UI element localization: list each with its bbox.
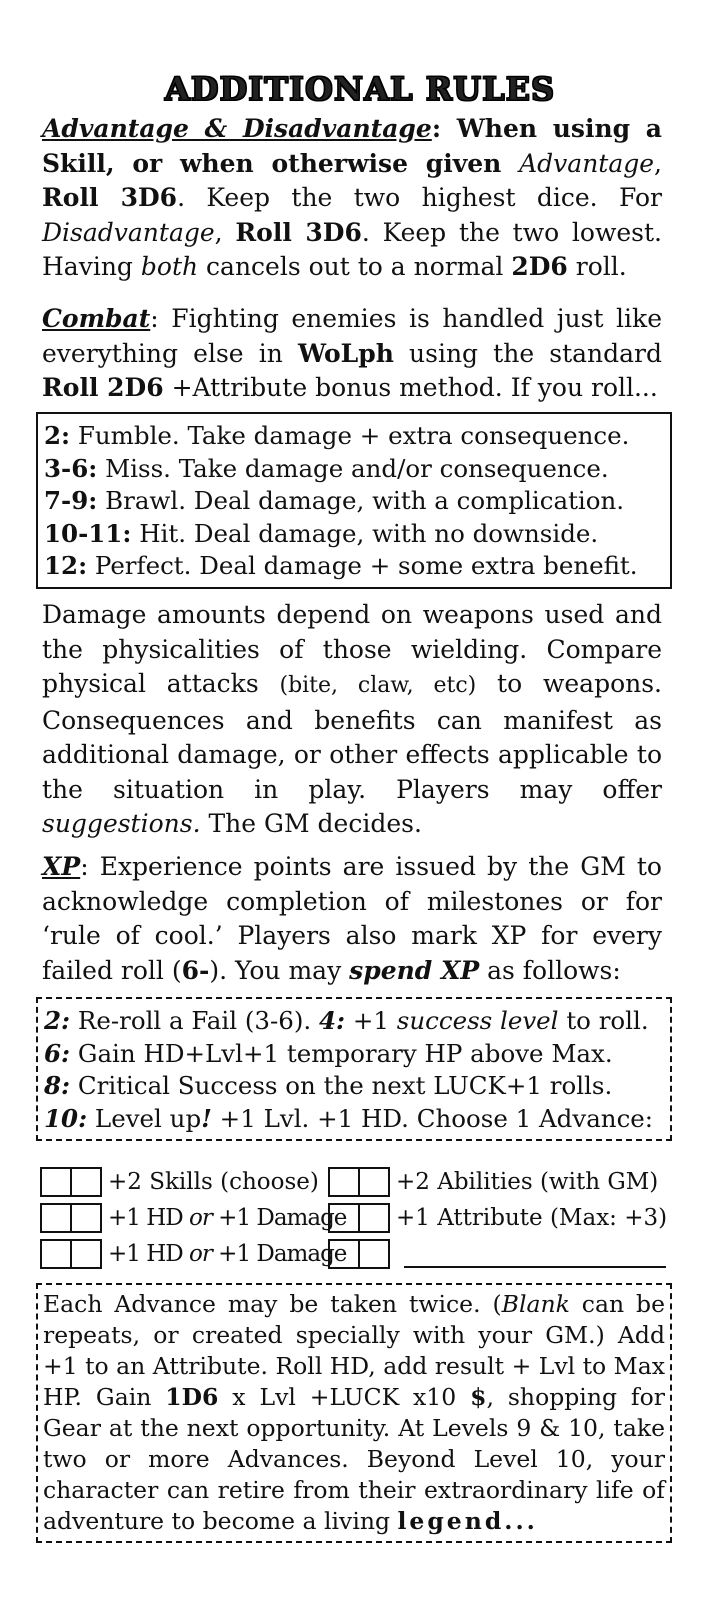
advance-option xyxy=(328,1165,658,1199)
combat-result-row xyxy=(44,550,664,583)
page-title: ADDITIONAL RULES xyxy=(164,70,556,108)
advance-row xyxy=(40,1201,668,1237)
advance-label: +2 Abilities (with GM) xyxy=(396,1169,659,1195)
xp-text: as follows: xyxy=(479,955,621,985)
xp-text: ). You may xyxy=(209,955,350,985)
advance-label-part: +1 HD xyxy=(108,1205,190,1231)
checkbox[interactable] xyxy=(330,1169,358,1195)
roll-1d6: 1D6 xyxy=(165,1383,219,1411)
blank-advance-line[interactable] xyxy=(404,1240,666,1268)
result-text: Perfect. Deal damage + some extra benefit. xyxy=(87,551,638,580)
blank-word: Blank xyxy=(501,1290,570,1318)
combat-paragraph xyxy=(42,302,662,406)
combat-result-row xyxy=(44,453,664,486)
xp-cost: 6: xyxy=(44,1038,71,1068)
result-text: Miss. Take damage and/or consequence. xyxy=(97,453,609,483)
advance-option-blank xyxy=(328,1237,666,1271)
xp-cost: 8: xyxy=(44,1071,71,1100)
xp-cost: 10: xyxy=(44,1103,88,1133)
advantage-text: . Keep the two lowest. Having xyxy=(42,217,662,281)
checkbox-pair[interactable] xyxy=(40,1239,102,1269)
damage-paragraph xyxy=(42,598,662,842)
xp-effect: Re-roll a Fail (3-6). xyxy=(70,1006,319,1035)
result-text: Hit. Deal damage, with no downside. xyxy=(131,518,599,548)
checkbox-pair[interactable] xyxy=(40,1203,102,1233)
damage-text: Damage amounts depend on weapons used and the physicalities of those wielding. Compare physical attacks xyxy=(42,600,662,698)
checkbox[interactable] xyxy=(330,1205,358,1231)
advantage-heading: Advantage & Disadvantage xyxy=(42,114,432,143)
xp-heading: XP xyxy=(42,852,81,881)
advance-row xyxy=(40,1237,665,1273)
damage-text: to weapons. Consequences and benefits can manifest as additional damage, or other effects applicable to the situation in play. Players may offer xyxy=(42,669,663,804)
roll-range: 3-6: xyxy=(44,453,98,483)
xp-effect: Critical Success on the next LUCK+1 rolls. xyxy=(70,1071,613,1100)
roll-range: 10-11: xyxy=(44,518,132,548)
xp-spend-row xyxy=(44,1103,664,1136)
wolph-name: WoLph xyxy=(297,338,394,368)
checkbox[interactable] xyxy=(42,1205,70,1231)
advance-label-or: or xyxy=(189,1241,212,1267)
checkbox[interactable] xyxy=(358,1169,388,1195)
checkbox[interactable] xyxy=(42,1169,70,1195)
advantage-text: : When using a Skill, or when otherwise given xyxy=(42,114,663,178)
advance-rules-text: , shopping for Gear at the next opportunity. At Levels 9 & 10, take two or more Advances. Beyond Level 10, your character can retire from their extraordinary life of adventure to become a living xyxy=(43,1383,665,1535)
result-text: Brawl. Deal damage, with a complication. xyxy=(97,486,625,515)
xp-spend-row xyxy=(44,1038,664,1071)
checkbox-pair[interactable] xyxy=(328,1167,390,1197)
combat-results-box xyxy=(36,412,672,589)
advance-row xyxy=(40,1165,665,1201)
xp-cost: 4: xyxy=(318,1006,346,1035)
xp-effect: Level up xyxy=(87,1103,202,1133)
checkbox-pair[interactable] xyxy=(328,1203,390,1233)
xp-effect: +1 Lvl. +1 HD. Choose 1 Advance: xyxy=(211,1103,654,1133)
checkbox[interactable] xyxy=(330,1241,358,1267)
xp-cost: 2: xyxy=(44,1006,71,1035)
advantage-text: cancels out to a normal xyxy=(198,252,512,281)
advance-label xyxy=(108,1241,346,1267)
checkbox-pair[interactable] xyxy=(40,1167,102,1197)
roll-range: 2: xyxy=(44,421,71,450)
damage-text: The GM decides. xyxy=(200,809,422,838)
checkbox[interactable] xyxy=(42,1241,70,1267)
advance-rules-text: x Lvl +LUCK x10 xyxy=(218,1383,471,1411)
success-level: success level xyxy=(396,1006,559,1035)
combat-text: +Attribute bonus method. If you roll... xyxy=(163,373,658,402)
combat-text: : Fighting enemies is handled just like everything else in xyxy=(42,304,662,368)
combat-result-row xyxy=(44,420,664,453)
advance-option xyxy=(40,1237,346,1271)
failed-roll: 6- xyxy=(181,955,210,985)
roll-range: 7-9: xyxy=(44,486,98,515)
advance-label-part: +1 Damage xyxy=(211,1241,347,1267)
checkbox-pair[interactable] xyxy=(328,1239,390,1269)
checkbox[interactable] xyxy=(70,1205,100,1231)
suggestions-word: suggestions. xyxy=(42,809,201,838)
xp-effect: to roll. xyxy=(558,1006,649,1035)
advance-label: +2 Skills (choose) xyxy=(108,1169,319,1195)
combat-text: using the standard xyxy=(393,338,662,368)
roll-2d6: 2D6 xyxy=(511,252,568,281)
checkbox[interactable] xyxy=(358,1241,388,1267)
combat-result-row xyxy=(44,518,664,551)
advantage-text: roll. xyxy=(567,252,627,281)
xp-spend-row xyxy=(44,1005,664,1038)
result-text: Fumble. Take damage + extra consequence. xyxy=(70,421,630,450)
exclamation: ! xyxy=(201,1103,212,1133)
advance-label-part: +1 Damage xyxy=(211,1205,347,1231)
advantage-text: , xyxy=(214,217,236,247)
advantage-text: , xyxy=(654,148,662,178)
legend-word: legend... xyxy=(397,1507,538,1535)
roll-3d6: Roll 3D6 xyxy=(235,217,362,247)
checkbox[interactable] xyxy=(70,1241,100,1267)
advantage-word: Advantage xyxy=(519,148,655,178)
xp-paragraph xyxy=(42,850,662,988)
roll-2d6: Roll 2D6 xyxy=(42,373,164,402)
roll-3d6: Roll 3D6 xyxy=(42,183,178,212)
advantage-text: . Keep the two highest dice. For xyxy=(177,183,663,212)
advance-label: +1 Attribute (Max: +3) xyxy=(396,1205,668,1231)
combat-heading: Combat xyxy=(42,304,151,333)
checkbox[interactable] xyxy=(358,1205,388,1231)
advance-label-part: +1 HD xyxy=(108,1241,190,1267)
advantage-paragraph xyxy=(42,112,662,285)
dollar-sign: $ xyxy=(470,1383,487,1411)
checkbox[interactable] xyxy=(70,1169,100,1195)
xp-spend-row xyxy=(44,1070,664,1103)
xp-spend-box xyxy=(36,997,672,1141)
advances-checklist xyxy=(40,1165,668,1273)
advance-rules-text: Each Advance may be taken twice. ( xyxy=(43,1290,502,1318)
both-word: both xyxy=(140,252,199,281)
advance-option xyxy=(40,1201,346,1235)
spend-xp: spend XP xyxy=(349,955,480,985)
xp-effect: Gain HD+Lvl+1 temporary HP above Max. xyxy=(70,1038,613,1068)
advance-label xyxy=(108,1205,346,1231)
advance-rules-box xyxy=(36,1283,672,1543)
attack-examples: (bite, claw, etc) xyxy=(279,673,477,698)
disadvantage-word: Disadvantage xyxy=(42,217,215,247)
advance-label-or: or xyxy=(189,1205,212,1231)
advance-rules-text: can be repeats, or created specially with your GM.) Add +1 to an Attribute. Roll HD, add result + Lvl to Max HP. Gain xyxy=(43,1290,665,1411)
roll-range: 12: xyxy=(44,551,88,580)
advance-option xyxy=(328,1201,667,1235)
xp-text: : Experience points are issued by the GM to acknowledge completion of milestones or for ‘rule of cool.’ Players also mark XP for every failed roll ( xyxy=(42,852,662,985)
xp-effect: +1 xyxy=(345,1006,397,1035)
combat-result-row xyxy=(44,485,664,518)
advance-option xyxy=(40,1165,319,1199)
